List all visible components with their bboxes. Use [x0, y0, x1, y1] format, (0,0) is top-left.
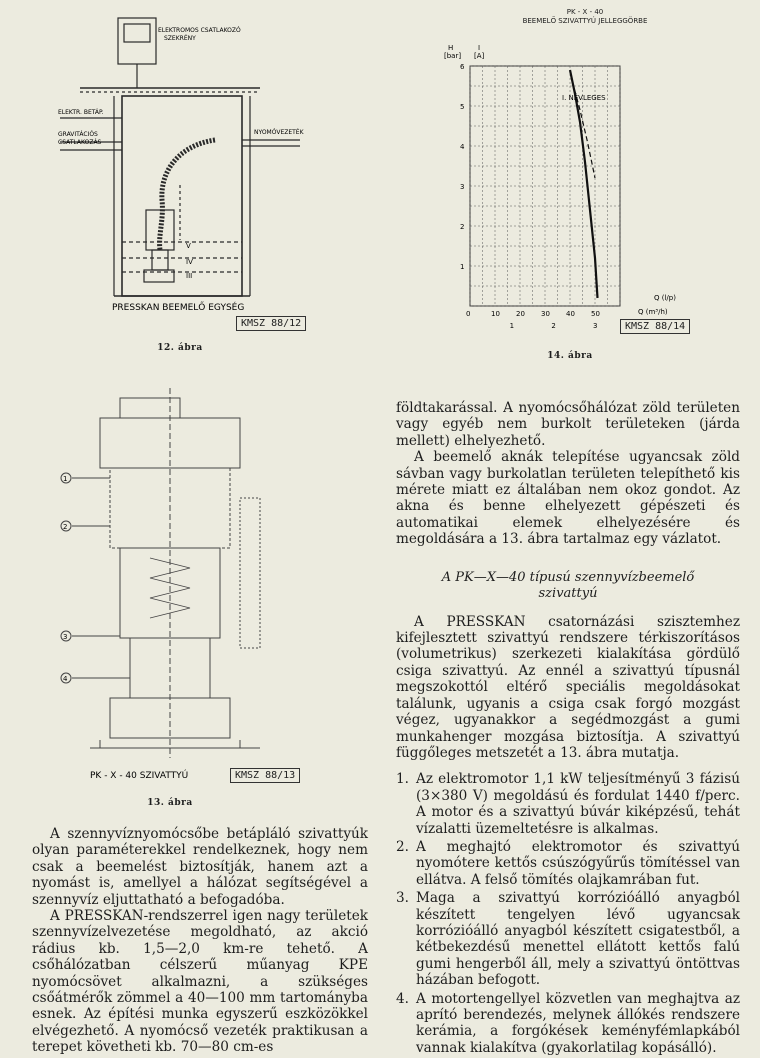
- label-gravity-2: CSATLAKOZÁS: [58, 139, 102, 146]
- chart-y2-unit-1: I: [478, 44, 481, 52]
- marker-3: 3: [63, 633, 68, 641]
- label-junction: ELEKTROMOS CSATLAKOZÓ: [158, 27, 241, 34]
- chart-14: [440, 30, 730, 360]
- chart-title-2: BEEMELŐ SZIVATTYÚ JELLEGGÖRBE: [522, 17, 648, 25]
- chart-y-unit-1: H: [448, 44, 454, 52]
- y-tick-label: 2: [460, 223, 465, 231]
- marker-4: 4: [63, 675, 68, 683]
- list-item-number: 1.: [396, 771, 409, 788]
- x2-tick-label: 3: [593, 322, 598, 330]
- section-heading: A PK—X—40 típusú szennyvízbeemelő szivattyú: [441, 569, 695, 601]
- label-junction-2: SZEKRÉNY: [164, 35, 196, 42]
- list-item-text: A meghajtó elektromotor és szivattyú nyomótere kettős csúszógyűrűs tömítéssel van ellátva. A felső tömítés olajkamrában fut.: [416, 838, 740, 888]
- level-label-1: V: [186, 242, 191, 250]
- figure-14-caption: 14. ábra: [547, 351, 593, 361]
- figure-13-caption: 13. ábra: [147, 798, 193, 808]
- x2-tick-label: 2: [551, 322, 556, 330]
- list-item-text: Maga a szivattyú korrózióálló anyagból készített tengelyen lévő ugyancsak korrózióálló anyagból készített csigatestből, a kétbekezdésű menettel ellátott kettős falú gumi hengerből áll, mely a szivattyú öntöttvas házában befogott.: [416, 890, 740, 989]
- list-item: [396, 890, 740, 988]
- right-paragraph-3: A PRESSKAN csatornázási szisztemhez kifejlesztett szivattyú rendszere térkiszorításos (volumetrikus) szerkezeti kialakítása gördülő csiga szivattyú. Az ennél a szivattyú típusnál megszokottól eltérő speciális megoldásokat találunk, ugyanis a csiga csak forgó mozgást végez, ugyanakkor a segédmozgást a gumi munkahenger mozgása biztosítja. A szivattyú függőleges metszetét a 13. ábra mutatja.: [396, 613, 740, 761]
- x-tick-label: 0: [466, 310, 471, 318]
- figure-14: [440, 6, 730, 368]
- right-paragraph-1: földtakarással. A nyomócsőhálózat zöld területen vagy egyéb nem burkolt területeken (járda mellett) elhelyezhető.: [396, 400, 740, 449]
- figure-12-title: PRESSKAN BEEMELŐ EGYSÉG: [112, 303, 245, 313]
- list-item-number: 3.: [396, 890, 409, 907]
- figure-14-code: KMSZ 88/14: [620, 319, 690, 334]
- figure-12-drawing: [40, 10, 360, 355]
- x-tick-label: 20: [516, 310, 525, 318]
- y-tick-label: 6: [460, 63, 465, 71]
- x-tick-label: 30: [541, 310, 550, 318]
- right-paragraph-2: A beemelő aknák telepítése ugyancsak zöld sávban vagy burkolatlan területen telepíthető kis mérete miatt ez általában nem okoz gondot. Az akna és benne elhelyezett gépészeti és automatikai elemek elhelyezésére és megoldására a 13. ábra tartalmaz egy vázlatot.: [396, 449, 740, 548]
- series-line-head: [570, 70, 598, 298]
- label-pressure-pipe: NYOMÓVEZETÉK: [254, 129, 304, 136]
- marker-2: 2: [63, 523, 68, 531]
- y-tick-label: 5: [460, 103, 465, 111]
- list-item-number: 4.: [396, 990, 409, 1007]
- list-item-text: A motortengellyel közvetlen van meghajtva az aprító berendezés, melynek állókés rendszere kerámia, a forgókések keményfémlapkából vannak kialakítva (gyakorlatilag kopásálló).: [416, 990, 740, 1056]
- chart-x2-label: Q (m³/h): [638, 308, 668, 316]
- y-tick-label: 3: [460, 183, 465, 191]
- y-tick-label: 4: [460, 143, 465, 151]
- figure-13-code: KMSZ 88/13: [230, 768, 300, 783]
- x-tick-label: 10: [491, 310, 500, 318]
- y-tick-label: 1: [460, 263, 465, 271]
- figure-13-drawing: [40, 378, 370, 818]
- left-paragraph-2: A PRESSKAN-rendszerrel igen nagy területek szennyvízelvezetése megoldható, az akció rádius kb. 1,5—2,0 km-re tehető. A csőhálózatban célszerű műanyag KPE nyomócsövet alkalmazni, a szükséges csőátmérők zömmel a 40—100 mm tartományba esnek. Az építési munka egyszerű eszközökkel elvégezhető. A nyomócső vezeték praktikusan a terepet követheti kb. 70—80 cm-es: [32, 908, 368, 1056]
- x-tick-label: 50: [591, 310, 600, 318]
- label-power: ELEKTR. BETÁP.: [58, 109, 104, 116]
- chart-y2-unit-2: [A]: [474, 52, 485, 60]
- figure-12-code: KMSZ 88/12: [236, 316, 306, 331]
- figure-13-title: PK - X - 40 SZIVATTYÚ: [90, 771, 189, 781]
- x2-tick-label: 1: [509, 322, 515, 330]
- level-label-2: IV: [186, 258, 193, 266]
- right-column: [396, 400, 740, 1058]
- list-item: [396, 771, 740, 837]
- figure-13: [40, 378, 370, 818]
- label-gravity-1: GRAVITÁCIÓS: [58, 131, 98, 138]
- chart-title-1: PK - X - 40: [566, 8, 604, 16]
- left-paragraph-1: A szennyvíznyomócsőbe betápláló szivattyúk olyan paraméterekkel rendelkeznek, hogy nem csak a beemelést biztosítják, hanem azt a nyomást is, amellyel a hálózat segítségével a szennyvíz eljuttatható a befogadóba.: [32, 826, 368, 908]
- marker-1: 1: [63, 475, 68, 483]
- list-item-number: 2.: [396, 838, 409, 855]
- list-item: [396, 991, 740, 1057]
- list-item: [396, 839, 740, 888]
- chart-nominal-label: I. NÉVLEGES: [562, 94, 606, 102]
- chart-y-unit-2: [bar]: [444, 52, 462, 60]
- figure-12: [40, 10, 360, 355]
- chart-x1-label: Q (l/p): [654, 294, 676, 302]
- level-label-3: III: [186, 272, 193, 280]
- figure-12-caption: 12. ábra: [157, 343, 203, 353]
- x-tick-label: 40: [566, 310, 575, 318]
- feature-list: [396, 771, 740, 1056]
- list-item-text: Az elektromotor 1,1 kW teljesítményű 3 fázisú (3×380 V) megoldású és fordulat 1440 f/perc. A motor és a szivattyú búvár kiképzésű, tehát vízalatti üzemeltetésre is alkalmas.: [416, 771, 740, 837]
- left-column: [32, 826, 368, 1056]
